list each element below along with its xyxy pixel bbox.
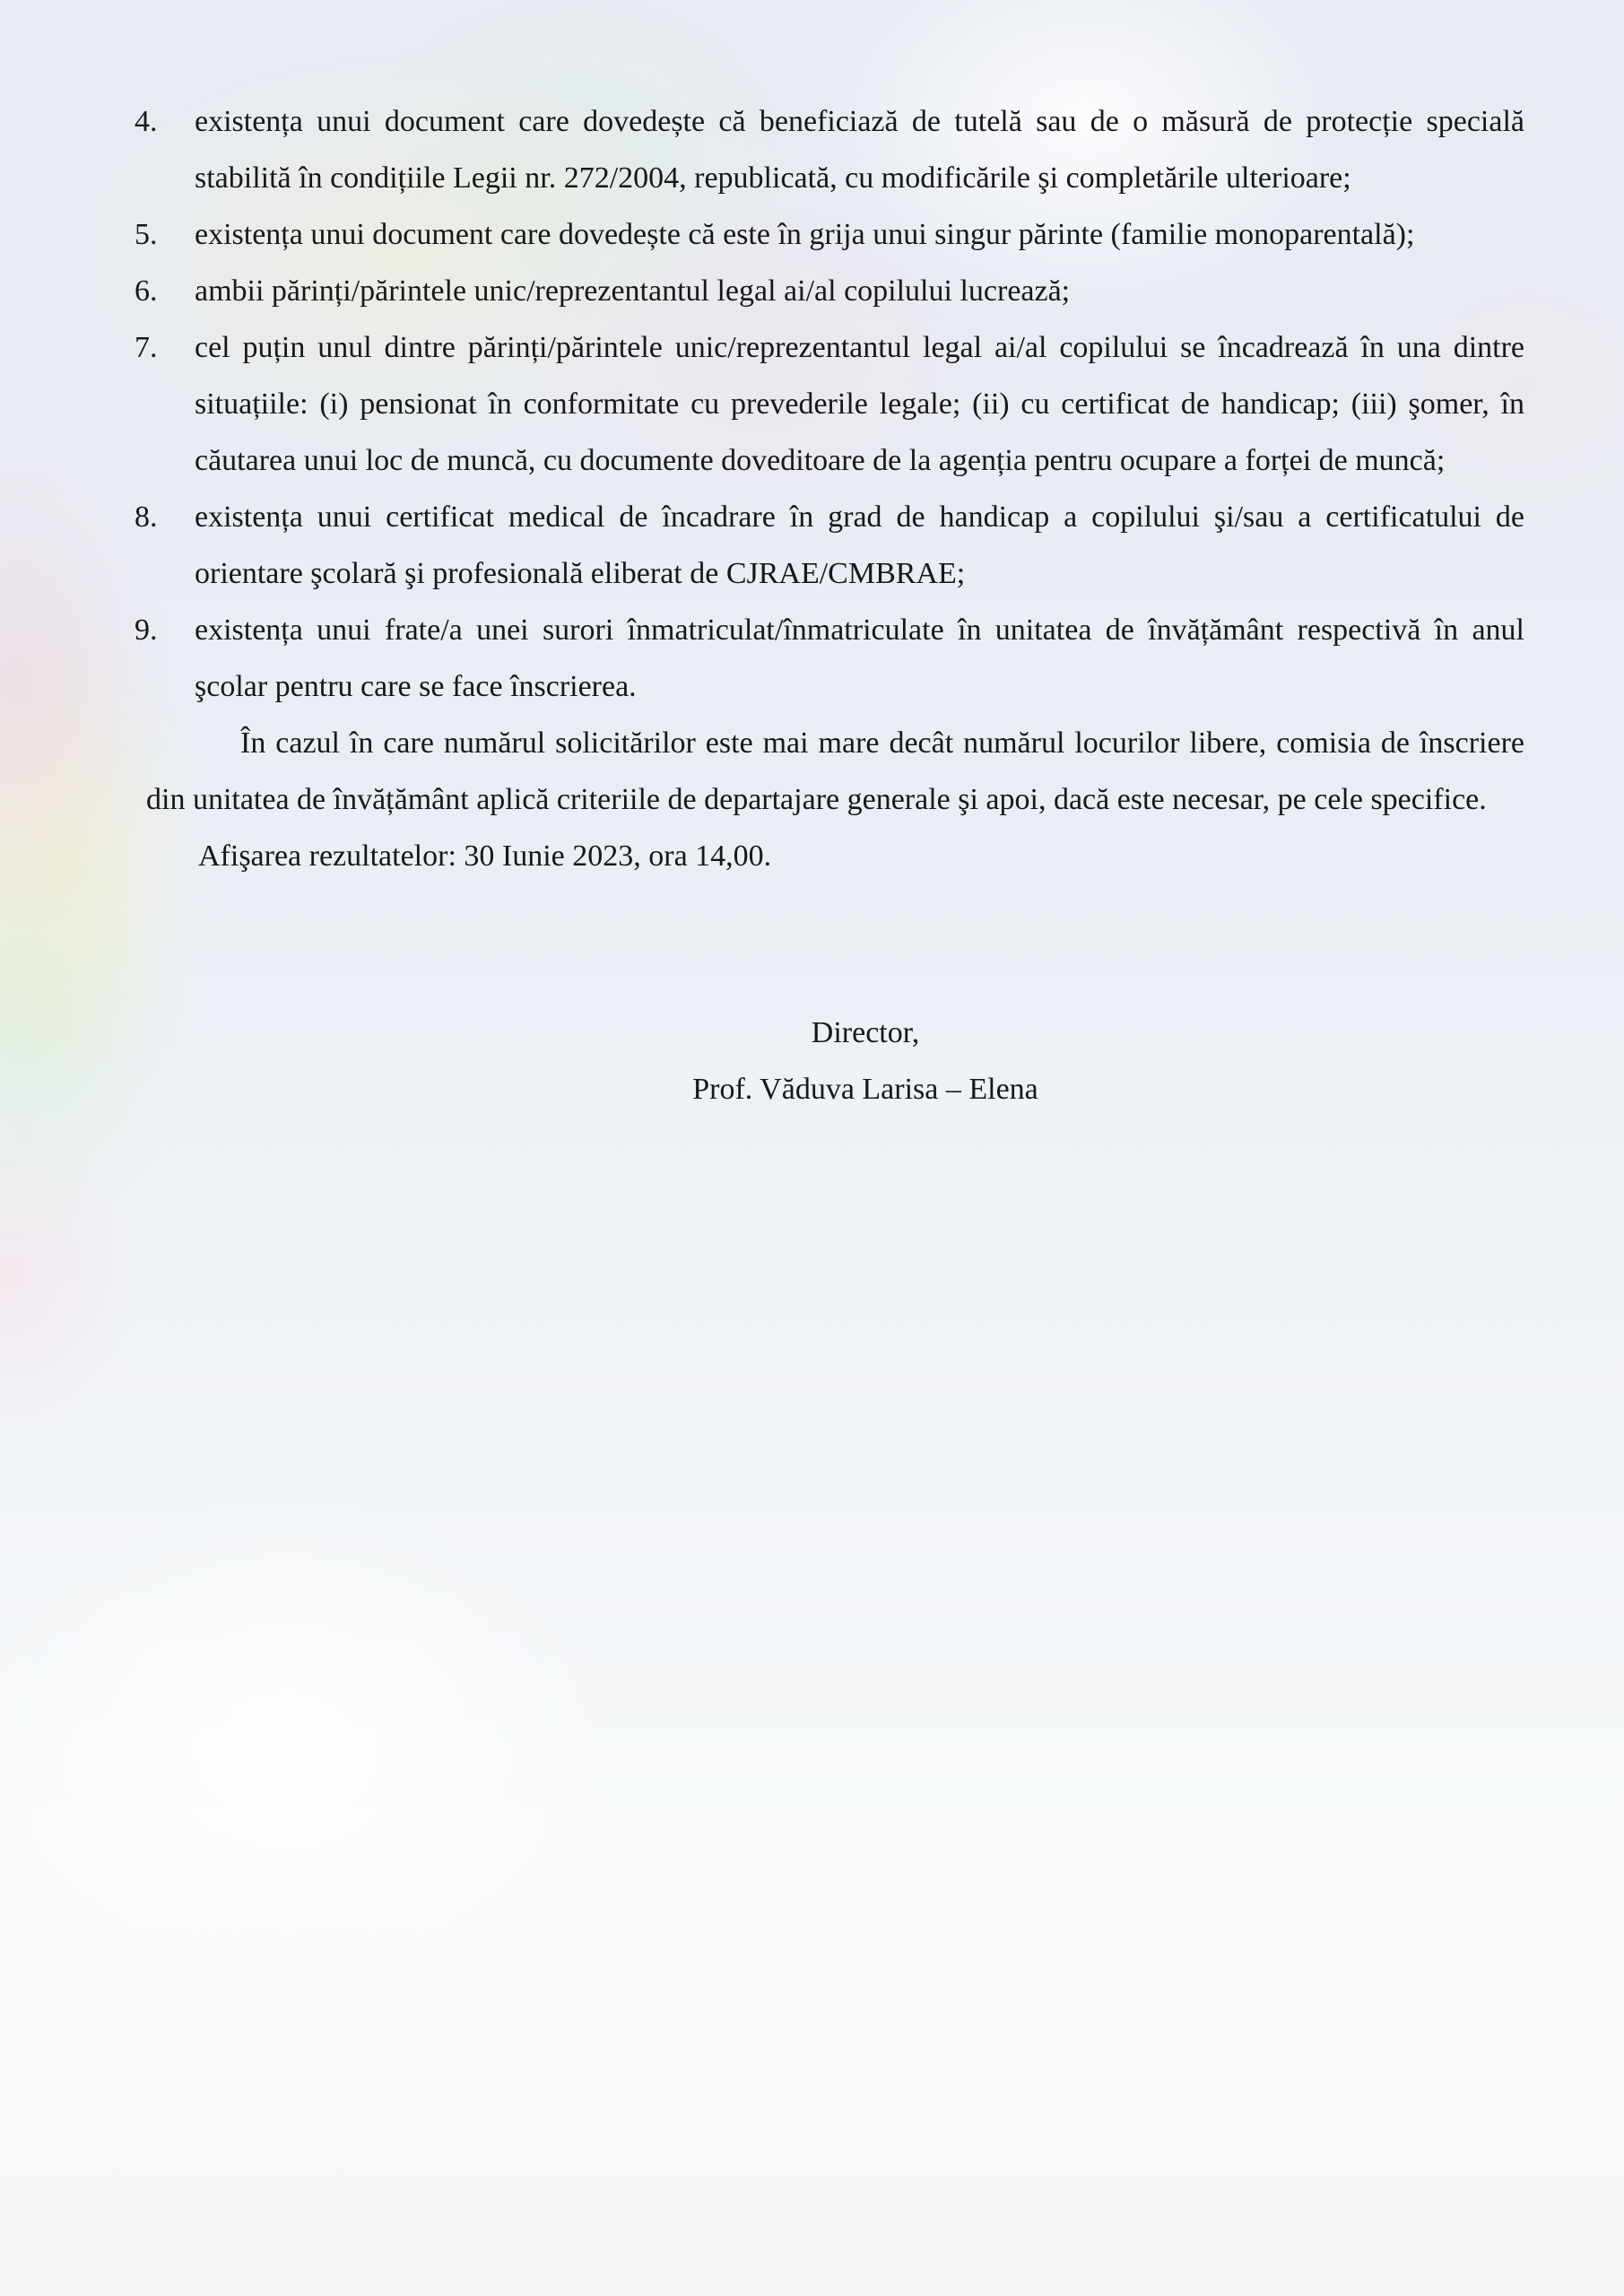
item-number: 5. (135, 218, 158, 251)
item-text: ambii părinți/părintele unic/reprezentantul legal ai/al copilului lucrează; (195, 274, 1071, 308)
list-item (135, 489, 1524, 602)
item-text: existența unui document care dovedește că beneficiază de tutelă sau de o măsură de protecție specială stabilită în condițiile Legii nr. 272/2004, republicată, cu modificările şi completările ulterioare; (195, 105, 1524, 195)
item-text: cel puțin unul dintre părinți/părintele unic/reprezentantul legal ai/al copilului se încadrează în una dintre situațiile: (i) pensionat în conformitate cu prevederile legale; (ii) cu certificat de handicap; (iii) şomer, în căutarea unui loc de muncă, cu documente doveditoare de la agenția pentru ocupare a forței de muncă; (195, 331, 1524, 477)
item-number: 9. (135, 613, 158, 647)
closing-paragraph: În cazul în care numărul solicitărilor este mai mare decât numărul locurilor libere, comisia de înscriere din unitatea de învățământ aplică criteriile de departajare generale şi apoi, dacă este necesar, pe cele specifice. (146, 726, 1524, 816)
results-announcement-line: Afişarea rezultatelor: 30 Iunie 2023, ora 14,00. (198, 839, 772, 873)
list-item (135, 319, 1524, 489)
item-text: existența unui certificat medical de încadrare în grad de handicap a copilului şi/sau a certificatului de orientare şcolară şi profesională eliberat de CJRAE/CMBRAE; (195, 500, 1524, 590)
item-number: 8. (135, 500, 158, 534)
criteria-list (135, 93, 1524, 715)
list-item (135, 602, 1524, 715)
signature-role: Director, (811, 1016, 920, 1049)
list-item (135, 263, 1524, 319)
signature-block (587, 1004, 1143, 1118)
item-text: existența unui document care dovedește că este în grija unui singur părinte (familie monoparentală); (195, 218, 1415, 251)
document-content (0, 93, 1624, 1118)
item-number: 6. (135, 274, 158, 308)
item-number: 4. (135, 105, 158, 138)
list-item (135, 93, 1524, 206)
signature-name: Prof. Văduva Larisa – Elena (692, 1073, 1038, 1106)
list-item (135, 206, 1524, 263)
item-text: existența unui frate/a unei surori înmatriculat/înmatriculate în unitatea de învățământ respectivă în anul şcolar pentru care se face înscrierea. (195, 613, 1524, 703)
item-number: 7. (135, 331, 158, 364)
